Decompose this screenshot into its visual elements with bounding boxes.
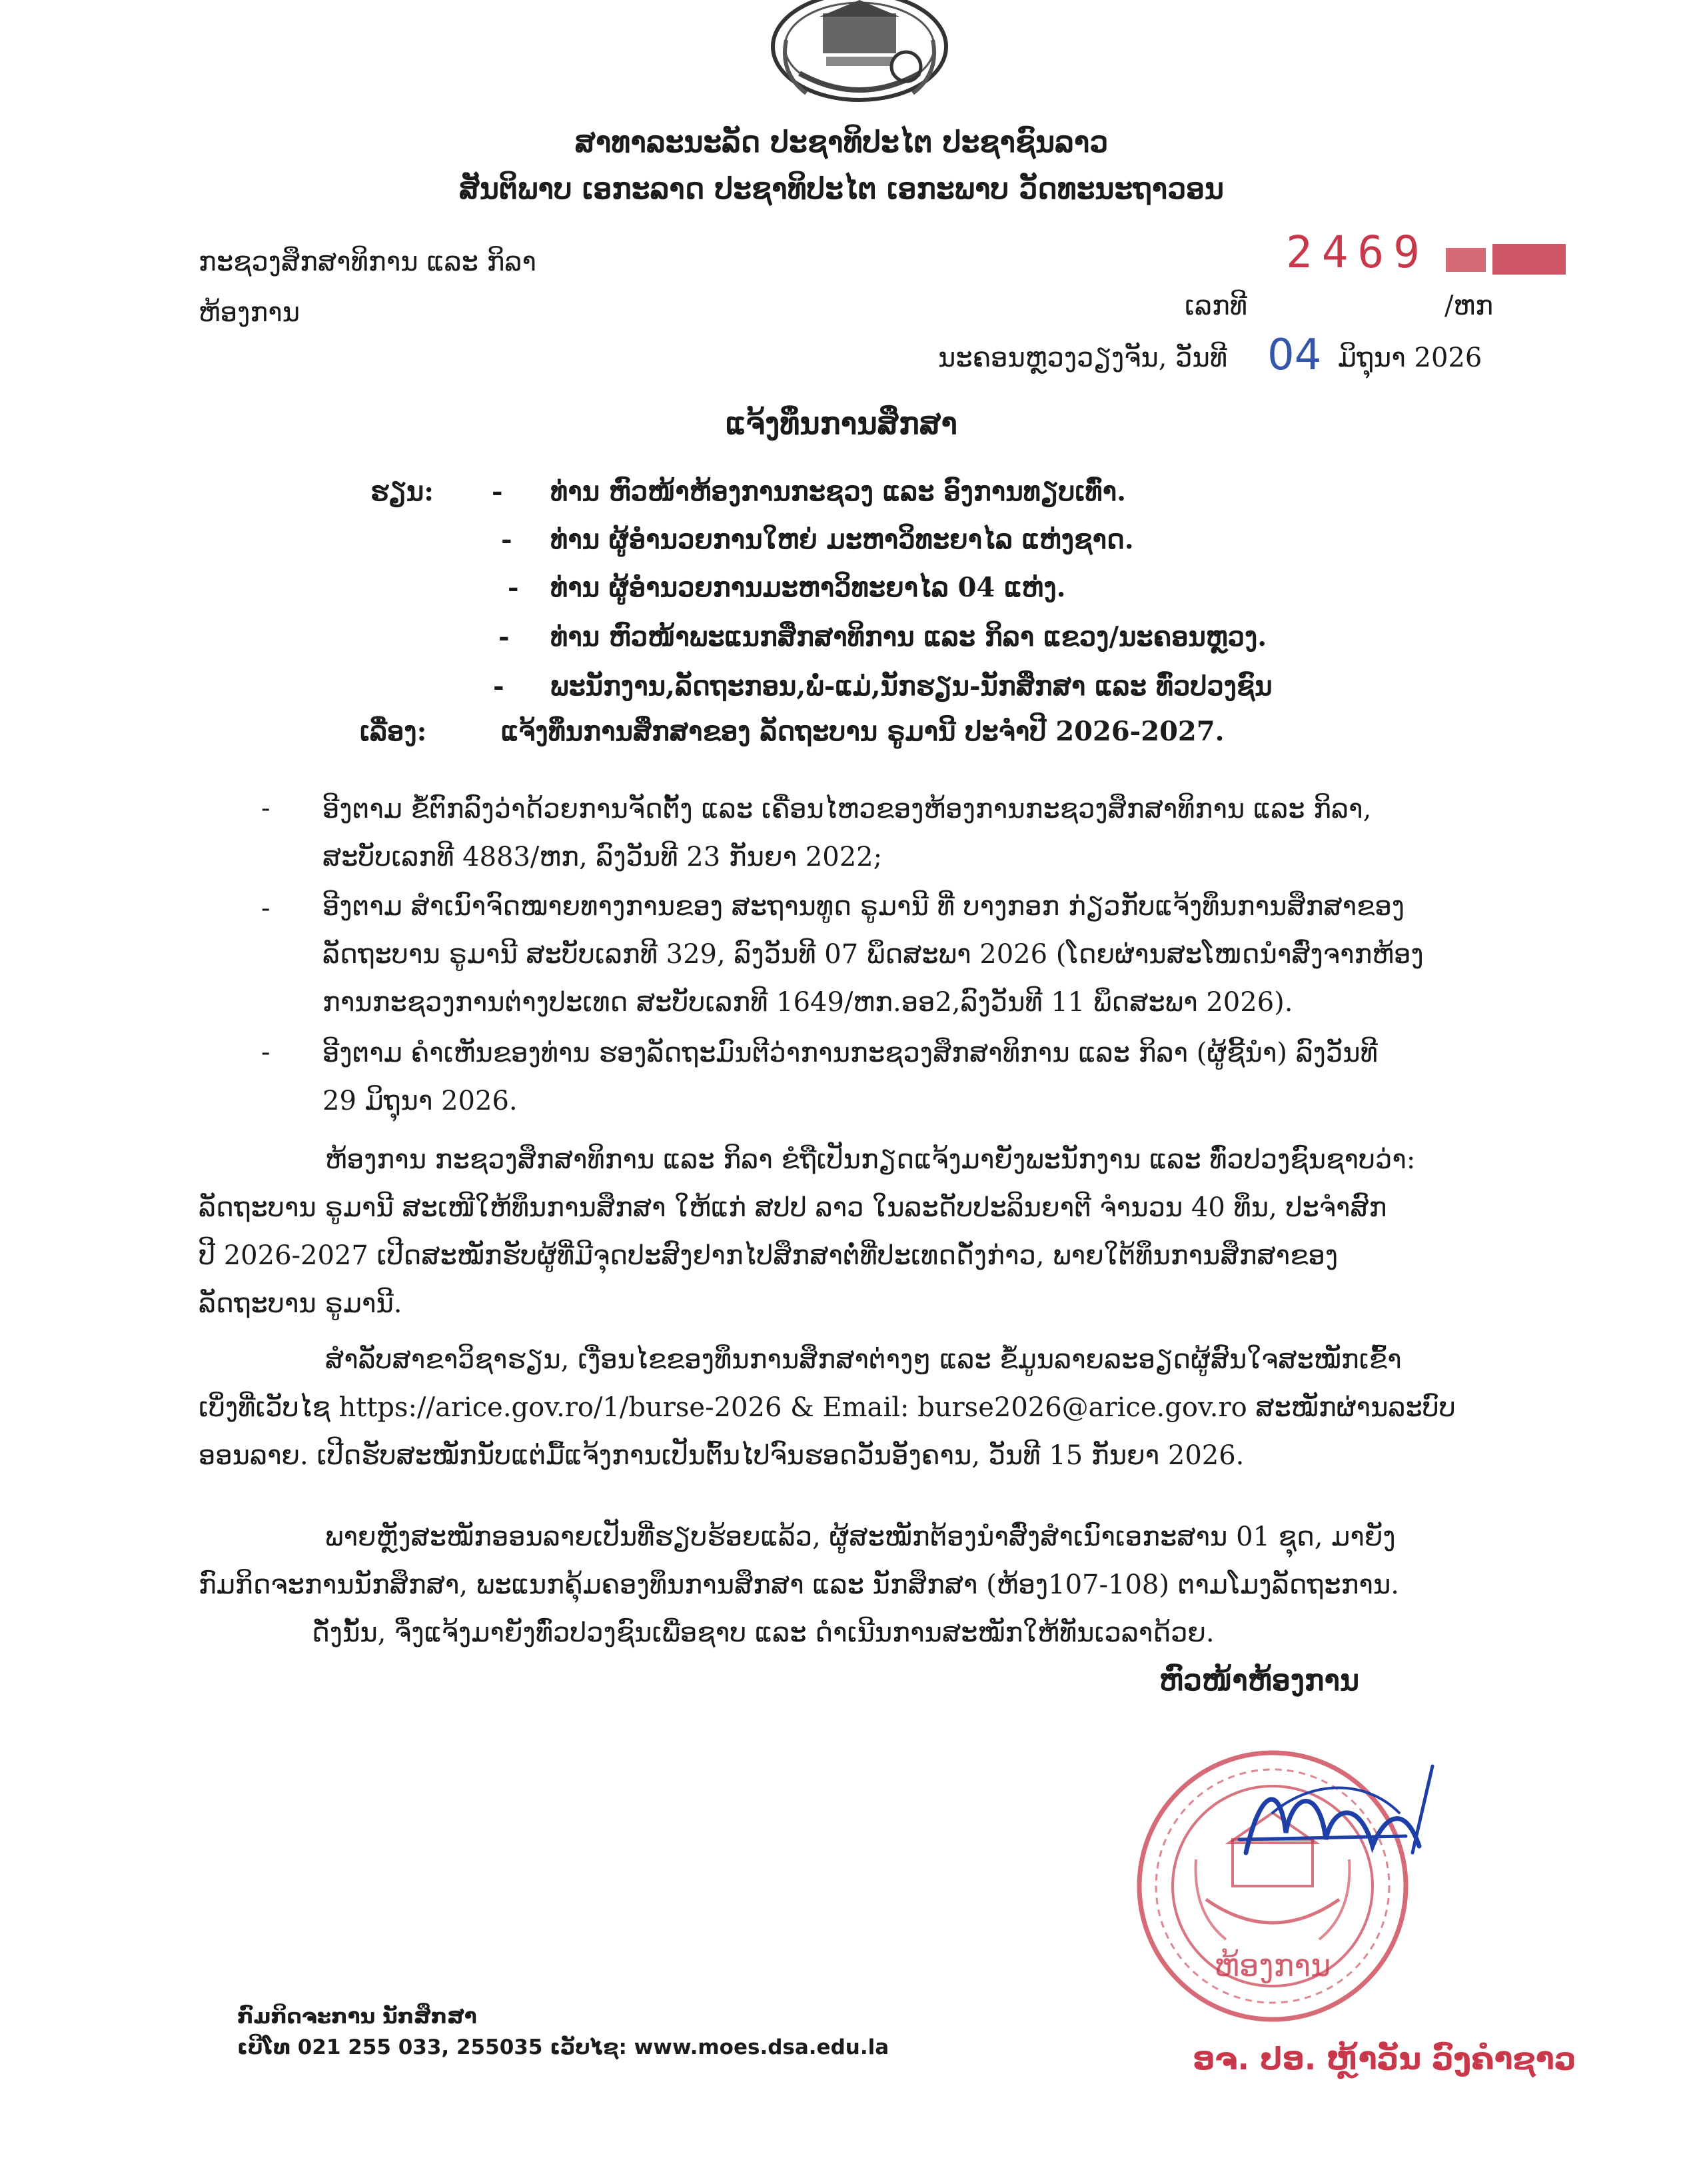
paragraph-line: ອອນລາຍ. ເປີດຮັບສະໝັກນັບແຕ່ມື້ແຈ້ງການເປັນຕົ້ນໄປຈົນຮອດວັນອັງຄານ, ວັນທີ 15 ກັນຍາ 2026. <box>199 1440 1245 1471</box>
reference-item <box>322 1029 1508 1125</box>
paragraph-line: ລັດຖະບານ ຣູມານີ ສະເໜີໃຫ້ທຶນການສຶກສາ ໃຫ້ແກ່ ສປປ ລາວ ໃນລະດັບປະລິນຍາຕີ ຈໍານວນ 40 ທຶນ, ປະຈໍາສົກ <box>199 1192 1387 1223</box>
subject-text: ແຈ້ງທຶນການສຶກສາຂອງ ລັດຖະບານ ຣູມານີ ປະຈໍາປີ 2026-2027. <box>501 716 1225 747</box>
header-line-2: ສັນຕິພາບ ເອກະລາດ ປະຊາທິປະໄຕ ເອກະພາບ ວັດທະນະຖາວອນ <box>459 172 1224 206</box>
recipient-dash: - <box>508 572 519 603</box>
recipient-item: ທ່ານ ຜູ້ອໍານວຍການມະຫາວິທະຍາໄລ 04 ແຫ່ງ. <box>550 572 1066 603</box>
to-label: ຮຽນ: <box>370 476 434 507</box>
doc-number-dash-mark <box>1446 248 1486 272</box>
reference-line: ສະບັບເລກທີ 4883/ຫກ, ລົງວັນທີ 23 ກັນຍາ 2022; <box>322 842 883 872</box>
office-name: ຫ້ອງການ <box>199 297 300 328</box>
doc-number-label: ເລກທີ <box>1185 291 1248 321</box>
lao-national-emblem <box>760 0 959 107</box>
paragraph-line: ພາຍຫຼັງສະໝັກອອນລາຍເປັນທີ່ຮຽບຮ້ອຍແລ້ວ, ຜູ້ສະໝັກຕ້ອງນໍາສົ່ງສໍາເນົາເອກະສານ 01 ຊຸດ, ມາຍັງ <box>325 1522 1396 1552</box>
recipient-dash: - <box>493 670 504 702</box>
reference-line: ອີງຕາມ ຄໍາເຫັນຂອງທ່ານ ຮອງລັດຖະມົນຕີວ່າການກະຊວງສຶກສາທິການ ແລະ ກິລາ (ຜູ້ຊີ້ນໍາ) ລົງວັນທີ <box>322 1038 1378 1068</box>
date-day-handwritten: 04 <box>1267 331 1322 380</box>
reference-line: ລັດຖະບານ ຣູມານີ ສະບັບເລກທີ 329, ລົງວັນທີ 07 ພຶດສະພາ 2026 (ໂດຍຜ່ານສະໂໜດນໍາສົ່ງຈາກຫ້ອງ <box>322 939 1424 970</box>
reference-line: ອີງຕາມ ຂໍ້ຕົກລົງວ່າດ້ວຍການຈັດຕັ້ງ ແລະ ເຄື່ອນໄຫວຂອງຫ້ອງການກະຊວງສຶກສາທິການ ແລະ ກິລາ, <box>322 794 1372 824</box>
reference-bullet: - <box>261 1037 271 1068</box>
document-title: ແຈ້ງທຶນການສຶກສາ <box>725 405 957 441</box>
recipient-item: ທ່ານ ຫົວໜ້າພະແນກສຶກສາທິການ ແລະ ກິລາ ແຂວງ/ນະຄອນຫຼວງ. <box>550 621 1267 652</box>
paragraph-line: ກົມກິດຈະການນັກສຶກສາ, ພະແນກຄຸ້ມຄອງທຶນການສຶກສາ ແລະ ນັກສຶກສາ (ຫ້ອງ107-108) ຕາມໂມງລັດຖະການ. <box>199 1570 1400 1600</box>
signer-name: ອຈ. ປອ. ຫຼ້າວັນ ວົງຄໍາຊາວ <box>1193 2041 1576 2077</box>
paragraph-line: ປີ 2026-2027 ເປີດສະໝັກຮັບຜູ້ທີ່ມີຈຸດປະສົງຢາກໄປສຶກສາຕໍ່ທີ່ປະເທດດັ່ງກ່າວ, ພາຍໃຕ້ທຶນການສຶກສາຂອງ <box>199 1240 1339 1271</box>
recipient-dash: - <box>498 621 510 652</box>
body-paragraph <box>199 1136 1508 1328</box>
paragraph-line: ລັດຖະບານ ຣູມານີ. <box>199 1288 402 1319</box>
subject-label: ເລື່ອງ: <box>360 716 427 747</box>
doc-number-code-mark <box>1492 244 1566 275</box>
ministry-name: ກະຊວງສຶກສາທິການ ແລະ ກິລາ <box>199 247 536 277</box>
reference-item <box>322 785 1508 881</box>
reference-line: ການກະຊວງການຕ່າງປະເທດ ສະບັບເລກທີ 1649/ຫກ.ອອ2,ລົງວັນທີ 11 ພຶດສະພາ 2026). <box>322 987 1293 1018</box>
body-paragraph <box>199 1513 1508 1657</box>
header-line-1: ສາທາລະນະລັດ ປະຊາທິປະໄຕ ປະຊາຊົນລາວ <box>574 125 1109 159</box>
paragraph-line: ສໍາລັບສາຂາວິຊາຮຽນ, ເງື່ອນໄຂຂອງທຶນການສຶກສາຕ່າງໆ ແລະ ຂໍ້ມູນລາຍລະອຽດຜູ້ສົນໃຈສະໝັກເຂົ້າ <box>325 1344 1402 1375</box>
date-suffix: ມິຖຸນາ 2026 <box>1338 343 1482 373</box>
body-paragraph <box>199 1336 1508 1480</box>
reference-bullet: - <box>261 793 271 824</box>
reference-bullet: - <box>261 893 271 924</box>
paragraph-line: ເບິ່ງທີ່ເວັບໄຊ https://arice.gov.ro/1/burse-2026 & Email: burse2026@arice.gov.ro ສະໝັກຜ່ານລະບົບ <box>199 1392 1456 1423</box>
doc-number-suffix: /ຫກ <box>1444 291 1494 321</box>
doc-number-handwritten: 2469 <box>1286 227 1429 278</box>
reference-line: 29 ມິຖຸນາ 2026. <box>322 1086 518 1116</box>
reference-item <box>322 882 1508 1026</box>
recipient-item: ພະນັກງານ,ລັດຖະກອນ,ພໍ່-ແມ່,ນັກຮຽນ-ນັກສຶກສາ ແລະ ທົ່ວປວງຊົນ <box>550 670 1273 702</box>
stamp-office-text: ຫ້ອງການ <box>1214 1947 1331 1983</box>
paragraph-line: ຫ້ອງການ ກະຊວງສຶກສາທິການ ແລະ ກິລາ ຂໍຖືເປັນກຽດແຈ້ງມາຍັງພະນັກງານ ແລະ ທົ່ວປວງຊົນຊາບວ່າ: <box>325 1144 1416 1175</box>
footer-contact: ເບີໂທ 021 255 033, 255035 ເວັບໄຊ: www.moes.dsa.edu.la <box>237 2035 889 2059</box>
recipient-dash: - <box>492 476 503 507</box>
reference-line: ອີງຕາມ ສໍາເນົາຈົດໝາຍທາງການຂອງ ສະຖານທູດ ຣູມານີ ທີ່ ບາງກອກ ກ່ຽວກັບແຈ້ງທຶນການສຶກສາຂອງ <box>322 891 1405 922</box>
recipient-item: ທ່ານ ຫົວໜ້າຫ້ອງການກະຊວງ ແລະ ອົງການທຽບເທົ່າ. <box>550 476 1127 507</box>
recipient-dash: - <box>501 524 512 555</box>
date-prefix: ນະຄອນຫຼວງວຽງຈັນ, ວັນທີ <box>938 343 1228 373</box>
paragraph-line: ດັ່ງນັ້ນ, ຈຶ່ງແຈ້ງມາຍັງທົ່ວປວງຊົນເພື່ອຊາບ ແລະ ດໍາເນີນການສະໝັກໃຫ້ທັນເວລາດ້ວຍ. <box>312 1618 1215 1648</box>
footer-department: ກົມກິດຈະການ ນັກສຶກສາ <box>237 2005 477 2029</box>
recipient-item: ທ່ານ ຜູ້ອໍານວຍການໃຫຍ່ ມະຫາວິທະຍາໄລ ແຫ່ງຊາດ. <box>550 524 1134 555</box>
handwritten-signature <box>1233 1753 1446 1886</box>
signature-title: ຫົວໜ້າຫ້ອງການ <box>1159 1663 1360 1697</box>
